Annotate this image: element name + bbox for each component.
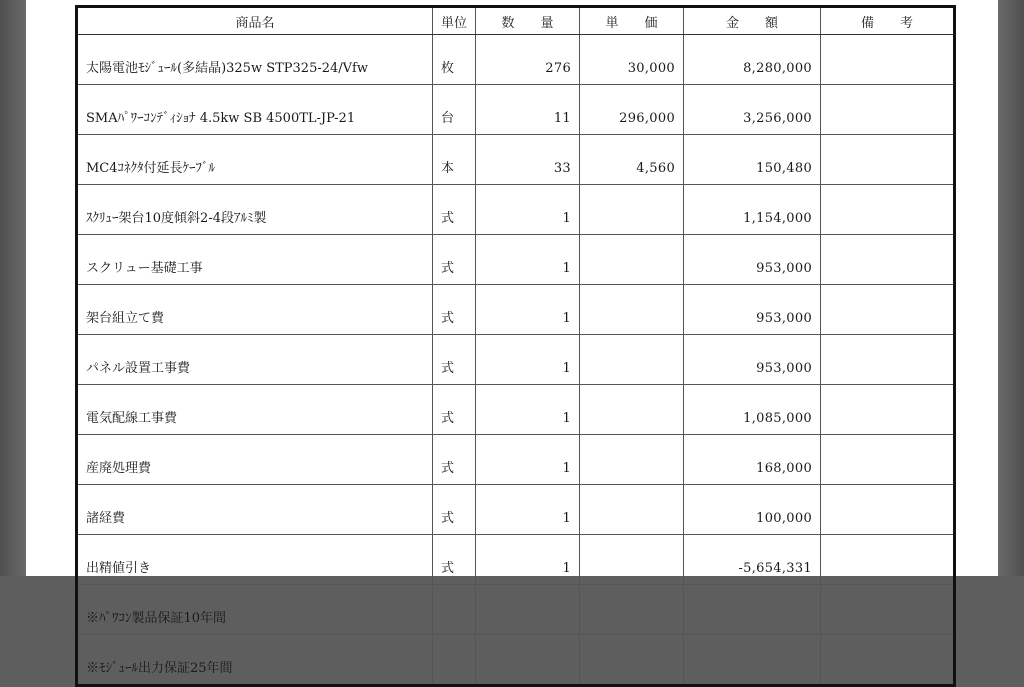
viewer-left-margin bbox=[0, 0, 26, 576]
cell-product-name: 電気配線工事費 bbox=[77, 385, 433, 435]
cell-unit: 式 bbox=[433, 335, 476, 385]
table-row bbox=[77, 135, 955, 185]
table-header-row bbox=[77, 7, 955, 35]
table-row bbox=[77, 85, 955, 135]
cell-remarks bbox=[821, 35, 955, 85]
cell-unit-price bbox=[580, 235, 684, 285]
cell-unit: 式 bbox=[433, 435, 476, 485]
cell-amount: 3,256,000 bbox=[684, 85, 821, 135]
cell-amount: 953,000 bbox=[684, 335, 821, 385]
cell-remarks bbox=[821, 235, 955, 285]
cell-product-name: スクリュー基礎工事 bbox=[77, 235, 433, 285]
cell-product-name: 架台組立て費 bbox=[77, 285, 433, 335]
cell-unit-price bbox=[580, 585, 684, 635]
cell-unit-price bbox=[580, 435, 684, 485]
cell-quantity: 11 bbox=[476, 85, 580, 135]
cell-product-name: ※ﾓｼﾞｭｰﾙ出力保証25年間 bbox=[77, 635, 433, 686]
header-unit: 単位 bbox=[433, 7, 476, 35]
cell-unit-price bbox=[580, 285, 684, 335]
cell-quantity bbox=[476, 585, 580, 635]
cell-remarks bbox=[821, 385, 955, 435]
document-page bbox=[26, 0, 998, 676]
cell-remarks bbox=[821, 635, 955, 686]
cell-remarks bbox=[821, 85, 955, 135]
cell-unit: 本 bbox=[433, 135, 476, 185]
table-row bbox=[77, 335, 955, 385]
cell-unit-price: 4,560 bbox=[580, 135, 684, 185]
cell-quantity: 1 bbox=[476, 335, 580, 385]
cell-product-name: 諸経費 bbox=[77, 485, 433, 535]
header-amount: 金 額 bbox=[684, 7, 821, 35]
cell-quantity bbox=[476, 635, 580, 686]
cell-product-name: 産廃処理費 bbox=[77, 435, 433, 485]
cell-unit-price bbox=[580, 385, 684, 435]
cell-unit-price bbox=[580, 185, 684, 235]
cell-quantity: 33 bbox=[476, 135, 580, 185]
cell-quantity: 1 bbox=[476, 185, 580, 235]
cell-remarks bbox=[821, 335, 955, 385]
cell-product-name: SMAﾊﾟﾜｰｺﾝﾃﾞｨｼｮﾅ 4.5kw SB 4500TL-JP-21 bbox=[77, 85, 433, 135]
cell-remarks bbox=[821, 435, 955, 485]
cell-quantity: 1 bbox=[476, 435, 580, 485]
cell-unit-price bbox=[580, 335, 684, 385]
cell-amount: 100,000 bbox=[684, 485, 821, 535]
table-row bbox=[77, 285, 955, 335]
cell-unit: 式 bbox=[433, 485, 476, 535]
cell-amount: 1,154,000 bbox=[684, 185, 821, 235]
cell-remarks bbox=[821, 135, 955, 185]
table-row bbox=[77, 635, 955, 686]
cell-quantity: 1 bbox=[476, 385, 580, 435]
cell-amount: -5,654,331 bbox=[684, 535, 821, 585]
cell-amount: 150,480 bbox=[684, 135, 821, 185]
header-remarks: 備 考 bbox=[821, 7, 955, 35]
cell-unit-price: 30,000 bbox=[580, 35, 684, 85]
cell-unit bbox=[433, 585, 476, 635]
cell-unit-price: 296,000 bbox=[580, 85, 684, 135]
cell-product-name: 太陽電池ﾓｼﾞｭｰﾙ(多結晶)325w STP325-24/Vfw bbox=[77, 35, 433, 85]
cell-quantity: 276 bbox=[476, 35, 580, 85]
cell-amount: 953,000 bbox=[684, 285, 821, 335]
quotation-table bbox=[75, 5, 956, 687]
table-row bbox=[77, 585, 955, 635]
cell-amount: 953,000 bbox=[684, 235, 821, 285]
cell-product-name: 出精値引き bbox=[77, 535, 433, 585]
cell-remarks bbox=[821, 485, 955, 535]
table-row bbox=[77, 535, 955, 585]
cell-remarks bbox=[821, 285, 955, 335]
table-row bbox=[77, 485, 955, 535]
cell-amount: 1,085,000 bbox=[684, 385, 821, 435]
cell-product-name: ｽｸﾘｭｰ架台10度傾斜2-4段ｱﾙﾐ製 bbox=[77, 185, 433, 235]
cell-unit: 式 bbox=[433, 385, 476, 435]
viewer-right-margin bbox=[998, 0, 1024, 576]
cell-unit: 式 bbox=[433, 235, 476, 285]
table-row bbox=[77, 435, 955, 485]
table-row bbox=[77, 385, 955, 435]
cell-unit-price bbox=[580, 535, 684, 585]
header-quantity: 数 量 bbox=[476, 7, 580, 35]
cell-product-name: MC4ｺﾈｸﾀ付延長ｹｰﾌﾞﾙ bbox=[77, 135, 433, 185]
table-row bbox=[77, 185, 955, 235]
cell-unit: 式 bbox=[433, 185, 476, 235]
header-product-name: 商品名 bbox=[77, 7, 433, 35]
cell-unit: 台 bbox=[433, 85, 476, 135]
cell-product-name: パネル設置工事費 bbox=[77, 335, 433, 385]
cell-remarks bbox=[821, 535, 955, 585]
cell-unit-price bbox=[580, 635, 684, 686]
cell-amount bbox=[684, 635, 821, 686]
header-unit-price: 単 価 bbox=[580, 7, 684, 35]
cell-remarks bbox=[821, 185, 955, 235]
cell-unit: 枚 bbox=[433, 35, 476, 85]
cell-unit-price bbox=[580, 485, 684, 535]
table-row bbox=[77, 35, 955, 85]
cell-amount: 168,000 bbox=[684, 435, 821, 485]
cell-amount bbox=[684, 585, 821, 635]
cell-unit: 式 bbox=[433, 285, 476, 335]
cell-quantity: 1 bbox=[476, 285, 580, 335]
cell-remarks bbox=[821, 585, 955, 635]
cell-unit bbox=[433, 635, 476, 686]
cell-quantity: 1 bbox=[476, 235, 580, 285]
cell-unit: 式 bbox=[433, 535, 476, 585]
cell-amount: 8,280,000 bbox=[684, 35, 821, 85]
table-row bbox=[77, 235, 955, 285]
cell-quantity: 1 bbox=[476, 485, 580, 535]
cell-quantity: 1 bbox=[476, 535, 580, 585]
cell-product-name: ※ﾊﾟﾜｺﾝ製品保証10年間 bbox=[77, 585, 433, 635]
